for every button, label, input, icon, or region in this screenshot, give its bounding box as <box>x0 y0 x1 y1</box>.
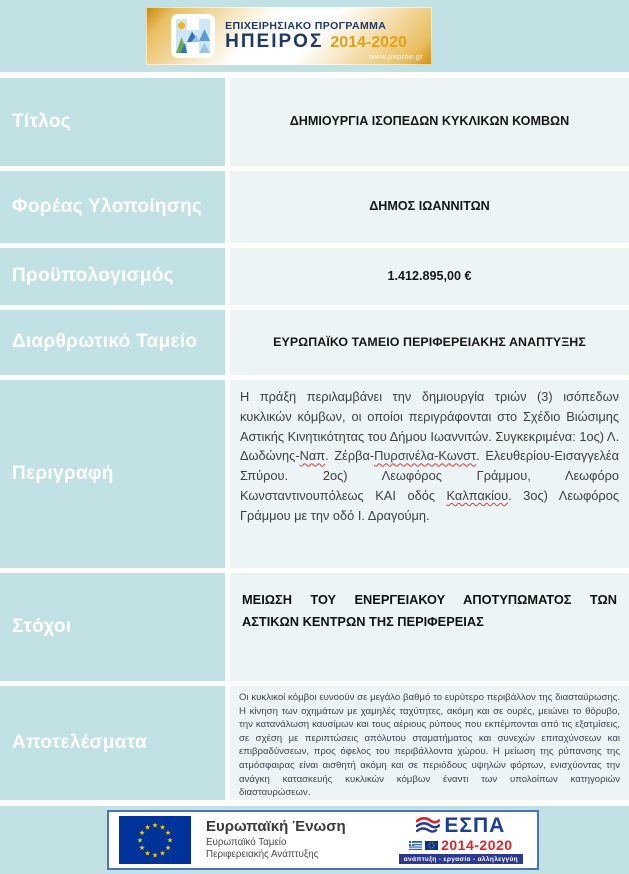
espa-years: 2014-2020 <box>441 837 513 854</box>
eu-subtitle: Ευρωπαϊκό Ταμείο Περιφερειακής Ανάπτυξης <box>206 837 319 860</box>
svg-text:★: ★ <box>166 836 174 845</box>
eu-text-block <box>206 819 346 861</box>
svg-text:★: ★ <box>164 843 172 852</box>
svg-text:★: ★ <box>159 823 166 832</box>
espa-name: ΕΣΠΑ <box>444 814 506 838</box>
row-label-results: Αποτελέσματα <box>0 686 225 800</box>
row-label-title: Τίτλος <box>0 78 225 166</box>
svg-text:★: ★ <box>138 828 146 837</box>
program-years: 2014-2020 <box>330 33 407 51</box>
svg-text:★: ★ <box>151 821 159 830</box>
svg-text:★: ★ <box>136 836 144 845</box>
header-band <box>0 0 629 72</box>
epirus-program-logo <box>146 7 432 65</box>
svg-text:★: ★ <box>138 843 146 852</box>
project-info-table <box>0 72 629 806</box>
row-label-budget: Προϋπολογισμός <box>0 248 225 305</box>
program-name: ΗΠΕΙΡΟΣ <box>225 30 324 52</box>
program-title-block <box>225 21 407 52</box>
program-line1: ΕΠΙΧΕΙΡΗΣΙΑΚΟ ΠΡΟΓΡΑΜΜΑ <box>225 19 387 32</box>
svg-text:★: ★ <box>151 851 159 860</box>
espa-logo <box>399 815 523 864</box>
eu-mini-flag-icon <box>425 841 438 850</box>
program-website: www.peproe.gr <box>369 52 423 61</box>
svg-text:★: ★ <box>144 849 151 858</box>
eu-flag-icon <box>119 816 191 864</box>
funding-logos-panel <box>107 810 539 870</box>
espa-motto: ανάπτυξη - εργασία - αλληλεγγύη <box>399 854 523 864</box>
epirus-H-mountains-icon <box>171 14 215 58</box>
row-value-results: Οι κυκλικοί κόμβοι ευνοούν σε μεγάλο βαθμό το ευρύτερο περιβάλλον της διασταύρωσης. Η κίνηση των οχημάτων με χαμηλές ταχύτητες, ακόμη και σε ουρές, μειώνει το θόρυβο, την κατανάλωση καυσίμων και τους αέριους ρύπους που εκπέμπονται από τις εξατμίσεις, σε σχέση με περιπτώσεις απόλυτου σταματήματος και συνεχών επιταχύνσεων και επιβραδύνσεων, προς όφελος του περιβάλλοντα χώρου. Η μείωση της ρύπανσης της ατμόσφαιρας είναι αισθητή ακόμη και σε περιόδους υψηλών φόρτων, ενισχύοντας την ανάγκη κατασκευής κυκλικών κόμβων έναντι των υπολοίπων κατηγοριών διασταυρώσεων. <box>230 686 629 800</box>
misspelled-word: Ναπ <box>299 448 326 464</box>
row-label-structural-fund: Διαρθρωτικό Ταμείο <box>0 310 225 375</box>
row-label-goals: Στόχοι <box>0 573 225 681</box>
svg-text:★: ★ <box>159 849 166 858</box>
espa-waves-icon <box>416 817 440 835</box>
svg-text:★: ★ <box>164 828 172 837</box>
row-value-budget: 1.412.895,00 € <box>230 248 629 305</box>
eu-title: Ευρωπαϊκή Ένωση <box>206 818 346 836</box>
row-value-title: ΔΗΜΙΟΥΡΓΙΑ ΙΣΟΠΕΔΩΝ ΚΥΚΛΙΚΩΝ ΚΟΜΒΩΝ <box>230 78 629 166</box>
row-value-description: Η πράξη περιλαμβάνει την δημιουργία τριών (3) ισόπεδων κυκλικών κόμβων, οι οποίοι περιγράφονται στο Σχέδιο Βιώσιμης Αστικής Κινητικότητας του Δήμου Ιωαννιτών. Συγκεκριμένα: 1ος) Λ. Δωδώνης-Ναπ. Ζέρβα-Πυρσινέλα-Κωνστ. Ελευθερίου-Εισαγγελέα Σπύρου. 2ος) Λεωφόρος Γράμμου, Λεωφόρο Κωνσταντινουπόλεως ΚΑΙ οδός Καλπακίου. 3ος) Λεωφόρος Γράμμου με την οδό Ι. Δραγούμη. <box>230 380 629 568</box>
row-label-description: Περιγραφή <box>0 380 225 568</box>
misspelled-word: Πυρσινέλα-Κωνστ <box>374 448 477 464</box>
svg-text:★: ★ <box>144 823 151 832</box>
row-label-implementing-body: Φορέας Υλοποίησης <box>0 171 225 243</box>
misspelled-word: Καλπακίου <box>446 488 509 504</box>
row-value-implementing-body: ΔΗΜΟΣ ΙΩΑΝΝΙΤΩΝ <box>230 171 629 243</box>
row-value-goals: ΜΕΙΩΣΗ ΤΟΥ ΕΝΕΡΓΕΙΑΚΟΥ ΑΠΟΤΥΠΩΜΑΤΟΣ ΤΩΝ ΑΣΤΙΚΩΝ ΚΕΝΤΡΩΝ ΤΗΣ ΠΕΡΙΦΕΡΕΙΑΣ <box>230 573 629 681</box>
row-value-structural-fund: ΕΥΡΩΠΑΪΚΟ ΤΑΜΕΙΟ ΠΕΡΙΦΕΡΕΙΑΚΗΣ ΑΝΑΠΤΥΞΗΣ <box>230 310 629 375</box>
greek-flag-icon <box>409 841 422 850</box>
footer-band <box>0 806 629 874</box>
